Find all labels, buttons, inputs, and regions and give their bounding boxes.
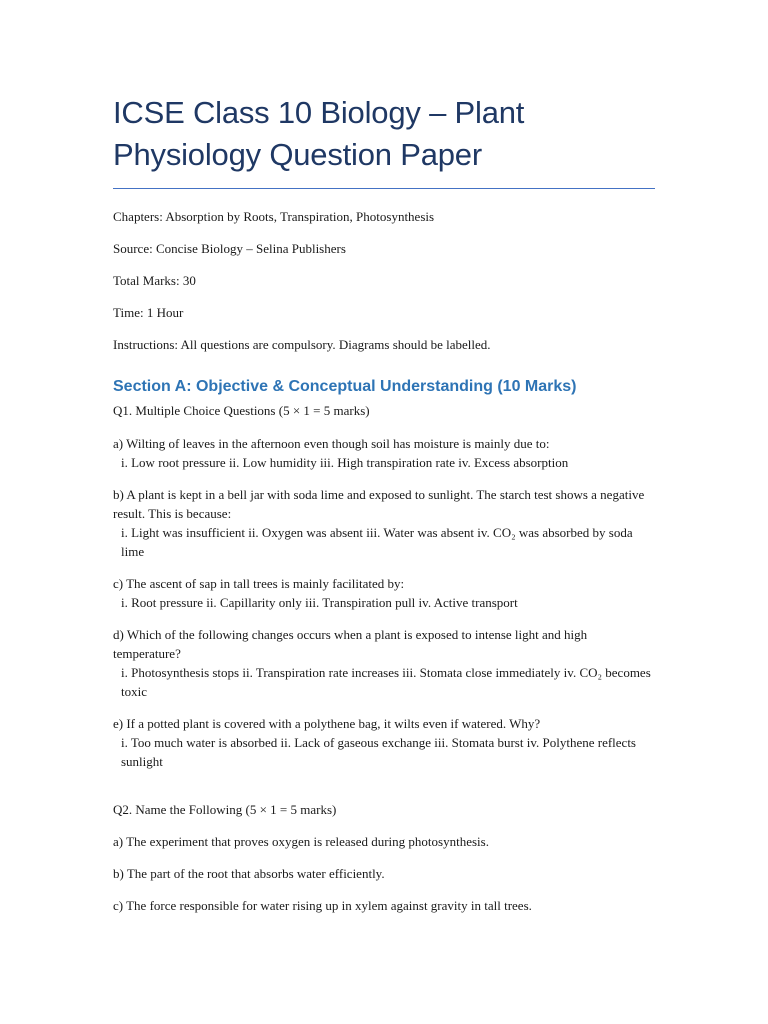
mcq-stem: d) Which of the following changes occurs when a plant is exposed to intense light and high temperature? [113, 627, 588, 661]
title-divider [113, 188, 655, 189]
mcq-options: i. Root pressure ii. Capillarity only iii. Transpiration pull iv. Active transport [121, 595, 518, 610]
meta-chapters: Chapters: Absorption by Roots, Transpiration, Photosynthesis [113, 209, 435, 224]
mcq-item [113, 625, 655, 701]
mcq-options: i. Too much water is absorbed ii. Lack of gaseous exchange iii. Stomata burst iv. Polythene reflects sunlight [121, 735, 636, 769]
paper-meta [113, 208, 655, 353]
spacer [113, 784, 655, 801]
mcq-options: i. Photosynthesis stops ii. Transpiration rate increases iii. Stomata close immediately iv. CO₂ becomes toxic [121, 665, 651, 699]
mcq-options: i. Low root pressure ii. Low humidity iii. High transpiration rate iv. Excess absorption [121, 455, 569, 470]
page-title: ICSE Class 10 Biology – Plant Physiology Question Paper [113, 95, 525, 172]
name-item: b) The part of the root that absorbs water efficiently. [113, 866, 385, 881]
meta-total-marks: Total Marks: 30 [113, 273, 196, 288]
mcq-stem: b) A plant is kept in a bell jar with soda lime and exposed to sunlight. The starch test shows a negative result. This is because: [113, 487, 645, 521]
mcq-stem: a) Wilting of leaves in the afternoon even though soil has moisture is mainly due to: [113, 436, 550, 451]
document-page [113, 92, 655, 929]
section-a-heading: Section A: Objective & Conceptual Understanding (10 Marks) [113, 378, 577, 395]
meta-time: Time: 1 Hour [113, 305, 184, 320]
name-item: c) The force responsible for water rising up in xylem against gravity in tall trees. [113, 898, 532, 913]
mcq-options: i. Light was insufficient ii. Oxygen was absent iii. Water was absent iv. CO₂ was absorbed by soda lime [121, 525, 633, 559]
q1-heading: Q1. Multiple Choice Questions (5 × 1 = 5 marks) [113, 403, 370, 418]
name-item: a) The experiment that proves oxygen is released during photosynthesis. [113, 834, 489, 849]
meta-instructions: Instructions: All questions are compulsory. Diagrams should be labelled. [113, 337, 491, 352]
meta-source: Source: Concise Biology – Selina Publishers [113, 241, 346, 256]
mcq-item [113, 434, 655, 472]
mcq-item [113, 574, 655, 612]
mcq-stem: e) If a potted plant is covered with a polythene bag, it wilts even if watered. Why? [113, 716, 541, 731]
mcq-stem: c) The ascent of sap in tall trees is mainly facilitated by: [113, 576, 405, 591]
mcq-item [113, 714, 655, 771]
q2-heading: Q2. Name the Following (5 × 1 = 5 marks) [113, 802, 337, 817]
mcq-item [113, 485, 655, 561]
